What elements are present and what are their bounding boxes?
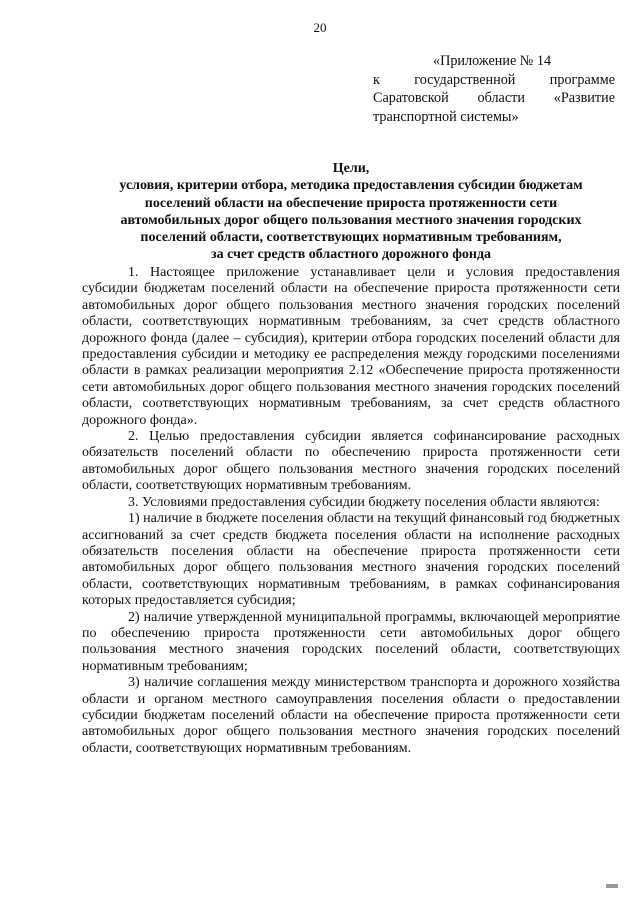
- title-line-6: за счет средств областного дорожного фонда: [210, 247, 492, 263]
- paragraph-purpose: 1. Настоящее приложение устанавливает цели и условия предоставления субсидии бюджетам поселений области на обеспечение прироста протяженности сети автомобильных дорог общего пользования местного значения городских поселений области, соответствующих нормативным требованиям, за счет средств областного дорожного фонда (далее – субсидия), критерии отбора городских поселений области для предоставления субсидии и методику ее распределения между городскими поселениями области в рамках реализации мероприятия 2.12 «Обеспечение прироста протяженности сети автомобильных дорог общего пользования местного значения городских поселений области, соответствующих нормативным требованиям, за счет средств областного дорожного фонда».: [82, 265, 620, 428]
- paragraph-conditions: 3. Условиями предоставления субсидии бюджету поселения области являются:: [128, 494, 600, 510]
- page-number: 20: [313, 20, 327, 35]
- paragraph-goal: 2. Целью предоставления субсидии является софинансирование расходных обязательств поселений области по обеспечению прироста протяженности сети автомобильных дорог общего пользования местного значения городских поселений области, соответствующих нормативным требованиям.: [82, 429, 620, 494]
- title-line-1: Цели,: [332, 161, 370, 176]
- condition-item-1: 1) наличие в бюджете поселения области на текущий финансовый год бюджетных ассигнований за счет средств бюджета поселения области на исполнение расходных обязательств поселения области на обеспечение прироста протяженности сети автомобильных дорог общего пользования местного значения городских поселений области, соответствующих нормативным требованиям, в рамках софинансирования которых предоставляется субсидия;: [82, 511, 620, 609]
- appendix-line-1: «Приложение № 14: [433, 53, 552, 69]
- appendix-line-3: Саратовской области «Развитие: [373, 90, 615, 107]
- document-body: [82, 265, 620, 757]
- title-line-4: автомобильных дорог общего пользования местного значения городских: [120, 212, 582, 228]
- title-line-5: поселений области, соответствующих нормативным требованиям,: [140, 230, 562, 246]
- appendix-line-2: к государственной программе: [373, 71, 615, 88]
- title-line-3: поселений области на обеспечение прироста протяженности сети: [144, 195, 558, 211]
- appendix-reference: [373, 52, 615, 126]
- condition-item-2: 2) наличие утвержденной муниципальной программы, включающей мероприятие по обеспечению прироста протяженности сети автомобильных дорог общего пользования местного значения городских поселений области, соответствующих нормативным требованиям;: [82, 609, 620, 674]
- appendix-line-4: транспортной системы»: [373, 108, 519, 125]
- condition-item-3: 3) наличие соглашения между министерством транспорта и дорожного хозяйства области и органом местного самоуправления поселения области о предоставлении субсидии бюджетам поселений области на обеспечение прироста протяженности сети автомобильных дорог общего пользования местного значения городских поселений области, соответствующих нормативным требованиям.: [82, 675, 620, 756]
- document-title: [82, 160, 620, 264]
- title-line-2: условия, критерии отбора, методика предоставления субсидии бюджетам: [119, 178, 583, 194]
- scan-edge-mark: [606, 884, 618, 888]
